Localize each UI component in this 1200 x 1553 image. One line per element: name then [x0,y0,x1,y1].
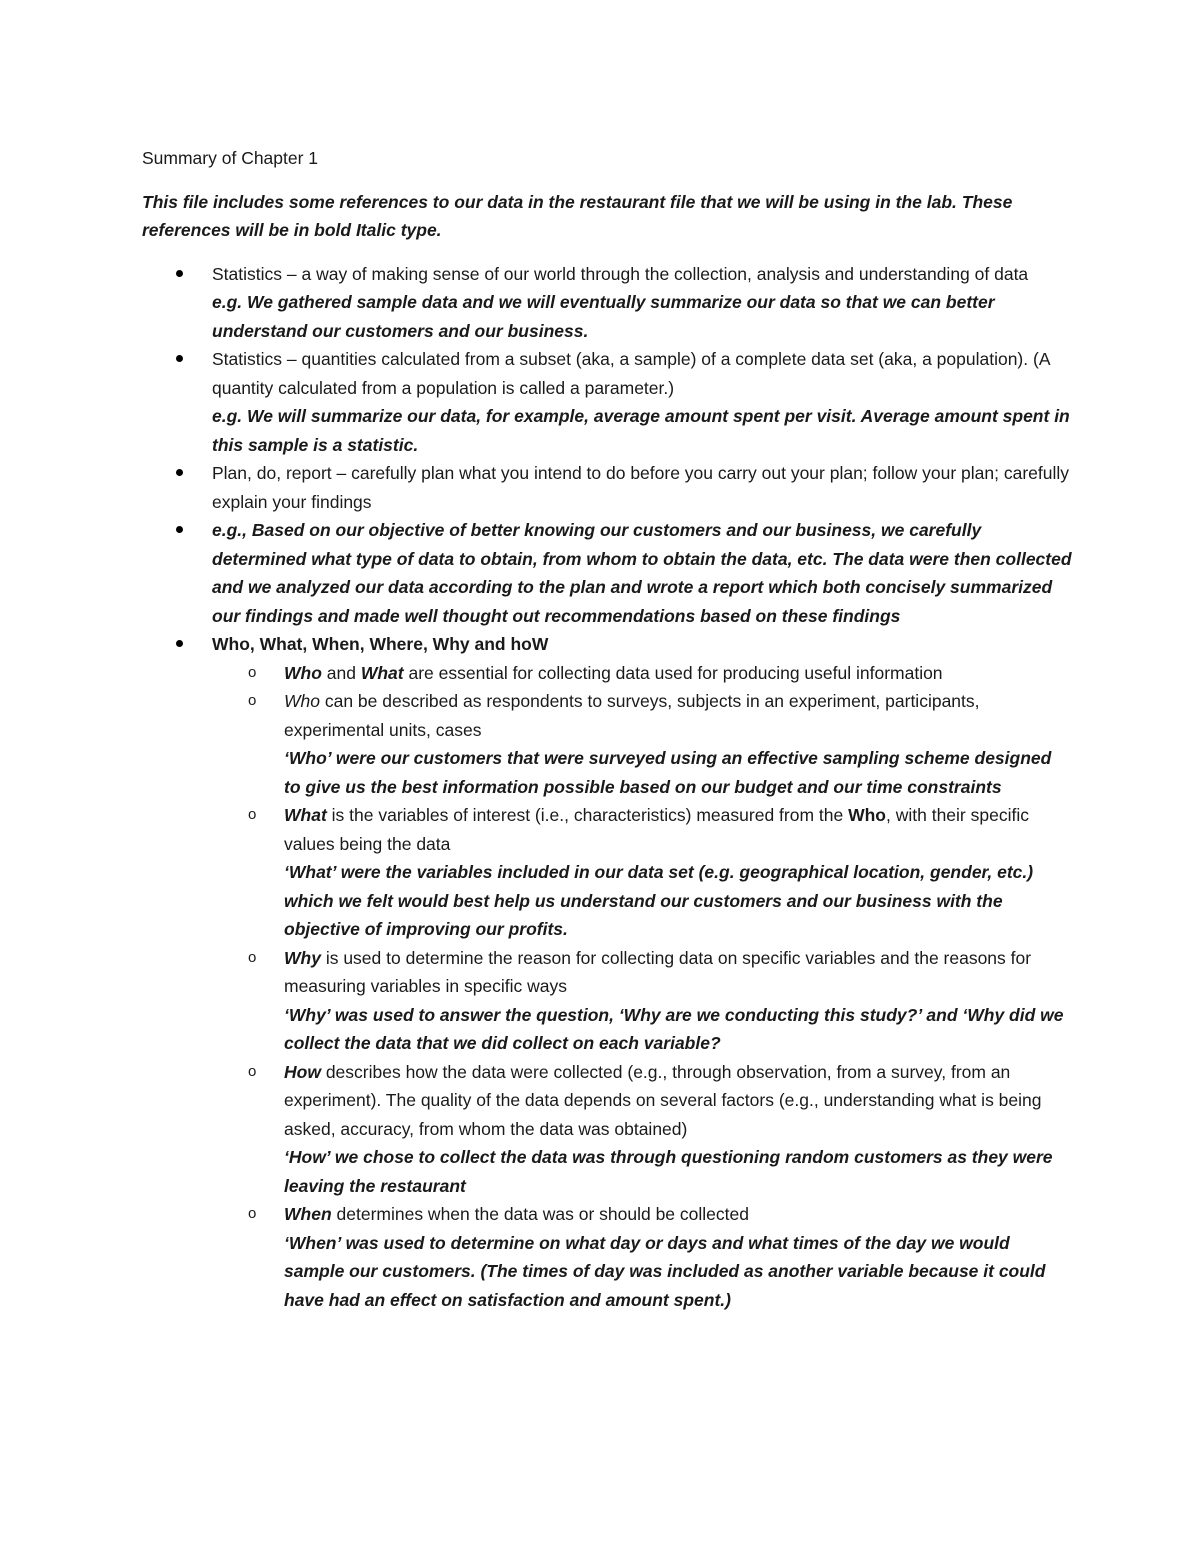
sub-list-item [212,687,1072,801]
term: What [360,662,404,683]
sub-list-item [212,1058,1072,1201]
list-item [142,516,1072,630]
sub-list-item [212,1200,1072,1314]
term: What [284,805,327,825]
term: Who [284,662,322,683]
document-body [142,144,1072,1314]
bullet-heading: Who, What, When, Where, Why and hoW [212,634,549,654]
list-item [142,260,1072,346]
page-title: Summary of Chapter 1 [142,148,319,168]
term: Who [848,805,886,825]
bullet-example: e.g. We will summarize our data, for example, average amount spent per visit. Average amount spent in this sample is a statistic. [212,406,1070,455]
sub-text: determines when the data was or should be collected [331,1204,749,1224]
intro-paragraph: This file includes some references to our data in the restaurant file that we will be using in the lab. These references will be in bold Italic type. [142,191,1013,240]
bullet-example: e.g. We gathered sample data and we will eventually summarize our data so that we can better understand our customers and our business. [212,292,995,341]
sub-example: ‘When’ was used to determine on what day or days and what times of the day we would sample our customers. (The times of day was included as another variable because it could have had an effect on satisfaction and amount spent.) [284,1232,1046,1310]
sub-example: ‘Who’ were our customers that were surveyed using an effective sampling scheme designed to give us the best information possible based on our budget and our time constraints [284,748,1052,797]
term: Why [284,947,321,968]
sub-list-item [212,801,1072,944]
list-item [142,345,1072,459]
bullet-example: e.g., Based on our objective of better knowing our customers and our business, we carefully determined what type of data to obtain, from whom to obtain the data, etc. The data were then collected and we analyzed our data according to the plan and wrote a report which both concisely summarized our findings and made well thought out recommendations based on these findings [212,520,1072,626]
sub-text: can be described as respondents to surveys, subjects in an experiment, participants, experimental units, cases [284,691,980,740]
sub-bullet-list [212,659,1072,1315]
bullet-text: Plan, do, report – carefully plan what you intend to do before you carry out your plan; follow your plan; carefully explain your findings [212,463,1070,512]
sub-text: is used to determine the reason for collecting data on specific variables and the reasons for measuring variables in specific ways [284,947,1032,996]
bullet-list [142,260,1072,1315]
term: When [284,1204,332,1224]
sub-text: and [321,662,361,683]
bullet-text: Statistics – quantities calculated from a subset (aka, a sample) of a complete data set (aka, a population). (A quantity calculated from a population is called a parameter.) [212,349,1050,398]
sub-list-item [212,659,1072,688]
list-item [142,630,1072,1314]
sub-text: , with their specific values being the data [284,805,1029,854]
sub-example: ‘What’ were the variables included in our data set (e.g. geographical location, gender, etc.) which we felt would best help us understand our customers and our business with the objective of improving our profits. [284,862,1034,939]
term: How [284,1061,321,1082]
sub-text: describes how the data were collected (e.g., through observation, from a survey, from an experiment). The quality of the data depends on several factors (e.g., understanding what is being asked, accuracy, from whom the data was obtained) [284,1061,1042,1139]
sub-list-item [212,944,1072,1058]
bullet-text: Statistics – a way of making sense of our world through the collection, analysis and understanding of data [212,263,1029,284]
list-item [142,459,1072,516]
term: Who [284,691,320,711]
sub-example: ‘How’ we chose to collect the data was through questioning random customers as they were leaving the restaurant [284,1147,1053,1196]
sub-text: is the variables of interest (i.e., characteristics) measured from the [326,805,849,825]
sub-text: are essential for collecting data used for producing useful information [403,662,943,683]
sub-example: ‘Why’ was used to answer the question, ‘Why are we conducting this study?’ and ‘Why did we collect the data that we did collect on each variable? [284,1004,1064,1053]
